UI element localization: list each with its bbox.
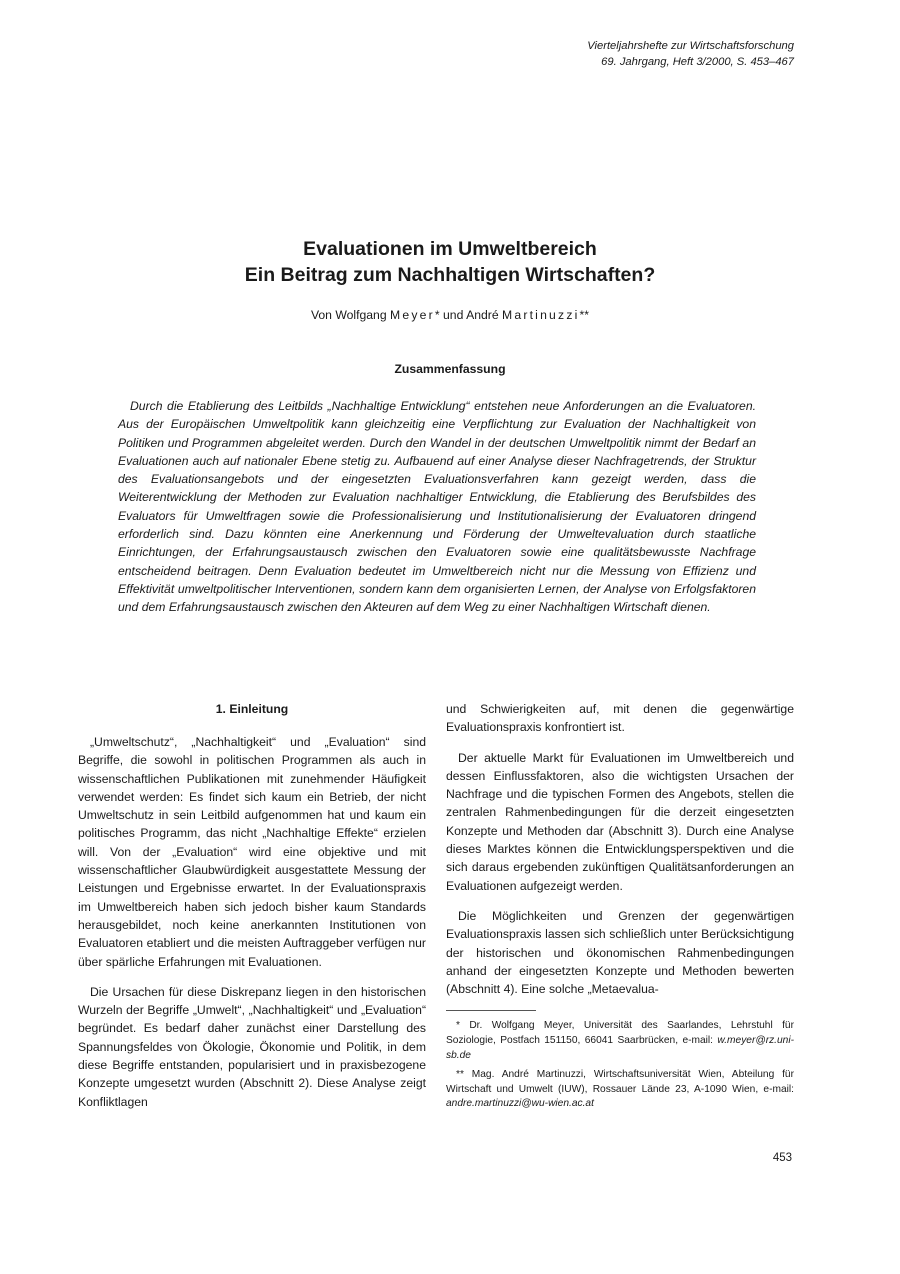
right-column [446, 700, 794, 1117]
footnote-2-email[interactable]: andre.martinuzzi@wu-wien.ac.at [446, 1098, 594, 1110]
footnote-2 [446, 1068, 794, 1112]
body-paragraph: Die Ursachen für diese Diskrepanz liegen in den historischen Wurzeln der Begriffe „Umwelt“, „Nachhaltigkeit“ und „Evaluation“ begründet. Es bedarf daher zunächst einer Darstellung des Spannungsfeldes von Ökologie, Ökonomie und Politik, in dem diese Begriffe entstanden, popularisiert und in praxisbezogene Konzepte umgesetzt wurden (Abschnitt 2). Diese Analyse zeigt Konfliktlagen [78, 984, 426, 1109]
abstract-text: Durch die Etablierung des Leitbilds „Nachhaltige Entwicklung“ entstehen neue Anforderungen an die Evaluatoren. Aus der Europäischen Umweltpolitik kann gleichzeitig eine Verpflichtung zur Evaluation der Nachhaltigkeit von Politiken und Programmen abgeleitet werden. Durch den Wandel in der deutschen Umweltpolitik nimmt der Bedarf an Evaluationen auch auf nationaler Ebene stetig zu. Aufbauend auf einer Analyse dieser Nachfragetrends, der Struktur des Evaluationsangebots und der eingesetzten Evaluationsverfahren kann gezeigt werden, dass die Weiterentwicklung der Methoden zur Evaluation nachhaltiger Entwicklung, die Etablierung des Berufsbildes des Evaluators für Umweltfragen sowie die Professionalisierung und Institutionalisierung der Evaluatoren dringend erforderlich sind. Dazu könnten eine Anerkennung und Förderung der Umweltevaluation durch staatliche Einrichtungen, der Erfahrungsaustausch zwischen den Evaluatoren sowie eine qualitätsbewusste Nachfrage entscheidend beitragen. Denn Evaluation bedeutet im Umweltbereich nicht nur die Messung von Effizienz und Effektivität umweltpolitischer Interventionen, sondern kann dem organisierten Lernen, der Analyse von Erfolgsfaktoren und dem Erfahrungsaustausch zwischen den Akteuren auf dem Weg zu einer Nachhaltigen Wirtschaft dienen. [118, 399, 756, 615]
page-number: 453 [772, 1152, 792, 1164]
body-paragraph: „Umweltschutz“, „Nachhaltigkeit“ und „Evaluation“ sind Begriffe, die sowohl in politischen Programmen als auch in wissenschaftlichen Publikationen mit zunehmender Häufigkeit verwendet werden: Es findet sich kaum ein Betrieb, der nicht Umweltschutz in sein Leitbild aufgenommen hat und kaum ein politisches Programm, das nicht „Nachhaltige Effekte“ erzielen will. Von der „Evaluation“ wird eine objektive und mit wissenschaftlicher Glaubwürdigkeit ausgestattete Messung der Leistungen und Ergebnisse erwartet. In der Evaluationspraxis im Umweltbereich haben sich jedoch bisher kaum Standards herausgebildet, noch keine anerkannten Institutionen von Evaluatoren etabliert und die meisten Auftraggeber verfügen nur über spärliche Erfahrungen mit Evaluationen. [78, 735, 426, 969]
footnote-1-email[interactable]: w.meyer@rz.uni-sb.de [446, 1035, 794, 1061]
journal-header [587, 38, 794, 70]
author-martinuzzi-footnote-mark: ** [579, 308, 590, 322]
author-meyer: Meyer [390, 308, 435, 322]
footnote-2-text: ** Mag. André Martinuzzi, Wirtschaftsuniversität Wien, Abteilung für Wirtschaft und Umwelt (IUW), Rossauer Lände 23, A-1090 Wien, e-mail: [446, 1069, 794, 1095]
title-line-2: Ein Beitrag zum Nachhaltigen Wirtschaften? [244, 264, 656, 286]
author-martinuzzi: Martinuzzi [502, 308, 580, 322]
byline-connector: und André [443, 308, 502, 322]
byline-prefix: Von Wolfgang [310, 308, 391, 322]
footnote-1-text: * Dr. Wolfgang Meyer, Universität des Saarlandes, Lehrstuhl für Soziologie, Postfach 151150, 66041 Saarbrücken, e-mail: [446, 1020, 794, 1047]
body-paragraph: Der aktuelle Markt für Evaluationen im Umweltbereich und dessen Einflussfaktoren, also die wichtigsten Ursachen der Nachfrage und die typischen Formen des Angebots, stellen die zentralen Rahmenbedingungen für die derzeit eingesetzten Konzepte und Methoden dar (Abschnitt 3). Durch eine Analyse dieses Marktes können die Entwicklungsperspektiven und die sich daraus ergebenden zukünftigen Qualitätsanforderungen an Evaluationen aufgezeigt werden. [446, 750, 794, 893]
byline [0, 308, 900, 322]
body-paragraph: und Schwierigkeiten auf, mit denen die gegenwärtige Evaluationspraxis konfrontiert ist. [446, 702, 794, 735]
left-column [78, 700, 426, 1123]
body-paragraph: Die Möglichkeiten und Grenzen der gegenwärtigen Evaluationspraxis lassen sich schließlich unter Berücksichtigung der historischen und ökonomischen Rahmenbedingungen anhand der eingesetzten Konzepte und Methoden bewerten (Abschnitt 4). Eine solche „Metaevalua- [446, 908, 794, 997]
article-title [0, 236, 900, 288]
title-line-1: Evaluationen im Umweltbereich [303, 238, 597, 260]
journal-issue: 69. Jahrgang, Heft 3/2000, S. 453–467 [601, 56, 794, 68]
abstract-heading: Zusammenfassung [394, 362, 506, 376]
journal-name: Vierteljahrshefte zur Wirtschaftsforschung [587, 40, 794, 52]
footnote-1 [446, 1019, 794, 1063]
section-heading: 1. Einleitung [215, 702, 289, 716]
footnote-divider [446, 1010, 536, 1011]
author-meyer-footnote-mark: * [434, 308, 444, 322]
